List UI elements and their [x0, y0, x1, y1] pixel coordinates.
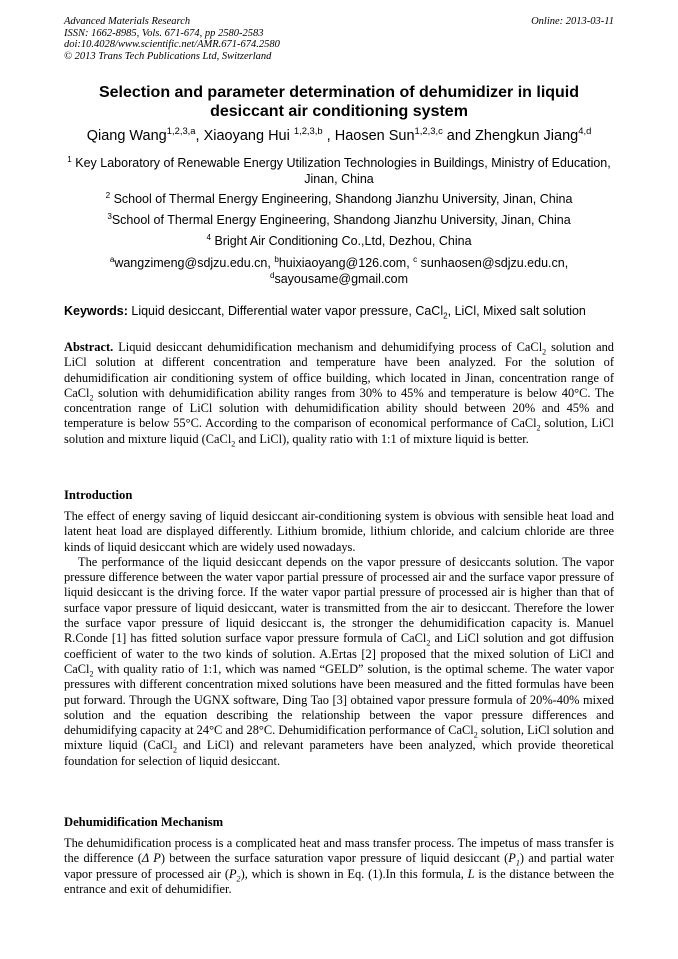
paragraph-text: ) and partial water vapor pressure of processed air (: [64, 851, 614, 881]
email-list: [60, 256, 618, 287]
abstract-label: Abstract.: [64, 340, 114, 354]
affiliation-text: School of Thermal Energy Engineering, Shandong Jianzhu University, Jinan, China: [111, 213, 571, 227]
doi-line: doi:10.4028/www.scientific.net/AMR.671-674.2580: [64, 39, 280, 50]
abstract-text: solution and LiCl solution at different concentration and temperature have been analyzed. For the solution of dehumidification air conditioning system of office building, which located in Jinan, concentration range of CaCl: [64, 340, 614, 400]
author-name: Haosen Sun: [334, 128, 415, 144]
subscript: 2: [236, 874, 241, 884]
subscript: 2: [443, 311, 448, 321]
math-symbol: L: [467, 866, 475, 881]
paragraph-text: and LiCl) and relevant parameters have been analyzed, which provide theoretical foundation for selection of liquid desiccant.: [64, 738, 614, 768]
email-mark: b: [274, 254, 279, 264]
author-name: Qiang Wang: [86, 128, 167, 144]
affiliation-number: 1: [67, 154, 72, 164]
journal-header: [64, 16, 280, 62]
paragraph-text: The dehumidification process is a complicated heat and mass transfer process. The impetus of mass transfer is the difference (: [64, 836, 614, 866]
paragraph-text: ), which is shown in Eq. (1).In this formula,: [240, 866, 468, 881]
affiliation-number: 2: [105, 190, 111, 200]
affiliation-2: [60, 192, 618, 208]
email-address[interactable]: sunhaosen@sdjzu.edu.cn,: [417, 256, 569, 270]
author-list: [40, 127, 638, 145]
email-address[interactable]: huixiaoyang@126.com,: [278, 256, 414, 270]
abstract-text: solution with dehumidification ability ranges from 30% to 45% and temperature is below 40°C. The concentration range of LiCl solution with dehumidification ability should between 20% and 45% and temperature is below 55°C. According to the comparison of economical performance of CaCl: [64, 385, 614, 431]
author-name: Zhengkun Jiang: [475, 128, 579, 144]
paragraph-text: The performance of the liquid desiccant depends on the vapor pressure of desiccants solution. The vapor pressure difference between the water vapor partial pressure of processed air and the surface vapor pressure of liquid desiccant is the driving force. If the water vapor partial pressure of processed air is higher than that of surface vapor pressure of liquid desiccant, water is transmitted from the air to desiccant. Therefore the lower the surface vapor pressure of liquid desiccant is, the stronger the dehumidification capacity is. Manuel R.Conde [1] has fitted solution surface vapor pressure formula of CaCl: [64, 554, 614, 646]
math-symbol: P: [508, 851, 516, 866]
subscript: 2: [89, 393, 94, 403]
affiliation-number: 4: [206, 232, 211, 242]
section-heading-mechanism: Dehumidification Mechanism: [64, 815, 224, 829]
keywords-label: Keywords:: [64, 304, 128, 318]
paragraph-text: and LiCl solution and got diffusion coefficient of water to the two kinds of solution. A.Ertas [2] proposed that the mixed solution of LiCl and CaCl: [64, 631, 615, 676]
paragraph: [64, 555, 614, 769]
subscript: 2: [231, 439, 236, 449]
abstract: [64, 340, 614, 447]
keywords: [64, 304, 624, 319]
abstract-text: solution, LiCl solution and mixture liquid (CaCl: [64, 416, 614, 446]
affiliation-4: [60, 234, 618, 250]
affiliation-1: [60, 156, 618, 187]
author-affiliation-mark: 1,2,3,a: [166, 125, 196, 137]
copyright-line: © 2013 Trans Tech Publications Ltd, Switzerland: [64, 50, 272, 62]
paragraph-text: with quality ratio of 1:1, which was named “GELD” solution, is the optimal scheme. The water vapor pressures with different concentration mixed solutions have been measured and the fitted formulas have been put forward. Through the UGNX software, Ding Tao [3] obtained vapor pressure formula of 20%-40% mixed solution and the equation describing the relationship between the vapor pressure differences and dehumidifying capacity at 24°C and 28°C. Dehumidification performance of CaCl: [64, 661, 614, 738]
keywords-text: Liquid desiccant, Differential water vapor pressure, CaCl: [127, 304, 444, 318]
affiliation-text: Key Laboratory of Renewable Energy Utilization Technologies in Buildings, Ministry of Education,: [71, 156, 611, 170]
subscript: 1: [515, 858, 520, 868]
math-symbol: P: [228, 866, 237, 881]
email-mark: c: [413, 254, 418, 264]
affiliation-text: School of Thermal Energy Engineering, Shandong Jianzhu University, Jinan, China: [110, 192, 573, 206]
issn-line: ISSN: 1662-8985, Vols. 671-674, pp 2580-2583: [64, 27, 264, 39]
email-mark: d: [269, 270, 275, 280]
mechanism-body: [64, 836, 614, 897]
paragraph-text: is the distance between the entrance and exit of dehumidifier.: [64, 866, 615, 896]
author-affiliation-mark: 1,2,3,b: [293, 125, 323, 137]
paragraph-text: solution, LiCl solution and mixture liquid (CaCl: [64, 723, 614, 753]
math-symbol: Δ P: [141, 851, 161, 866]
subscript: 2: [173, 745, 178, 755]
paper-title: [40, 83, 638, 121]
author-separator: ,: [195, 128, 204, 144]
affiliation-text: Jinan, China: [304, 171, 374, 186]
section-heading-introduction: Introduction: [64, 488, 133, 502]
introduction-body: [64, 509, 614, 769]
journal-name: Advanced Materials Research: [64, 16, 191, 27]
subscript: 2: [89, 669, 94, 679]
paragraph: The effect of energy saving of liquid desiccant air-conditioning system is obvious with sensible heat load and latent heat load are displayed differently. Lithium bromide, lithium chloride, and calcium chloride are three kinds of liquid desiccant which are widely used nowadays.: [64, 509, 614, 554]
affiliation-number: 3: [107, 211, 112, 221]
title-line-2: desiccant air conditioning system: [210, 103, 468, 120]
author-affiliation-mark: 4,d: [578, 125, 592, 137]
subscript: 2: [473, 730, 478, 740]
email-address[interactable]: wangzimeng@sdjzu.edu.cn,: [114, 256, 275, 270]
email-address[interactable]: sayousame@gmail.com: [274, 271, 409, 286]
subscript: 2: [536, 423, 541, 433]
online-date: Online: 2013-03-11: [531, 16, 614, 27]
author-separator: ,: [322, 128, 335, 144]
email-mark: a: [109, 254, 115, 264]
author-name: Xiaoyang Hui: [203, 128, 294, 144]
author-affiliation-mark: 1,2,3,c: [414, 125, 443, 137]
affiliation-text: Bright Air Conditioning Co.,Ltd, Dezhou, China: [210, 234, 472, 248]
subscript: 2: [542, 347, 547, 357]
abstract-text: Liquid desiccant dehumidification mechanism and dehumidifying process of CaCl: [113, 340, 543, 354]
keywords-text: , LiCl, Mixed salt solution: [447, 304, 586, 318]
affiliation-3: [60, 213, 618, 229]
subscript: 2: [426, 638, 431, 648]
title-line-1: Selection and parameter determination of dehumidizer in liquid: [98, 84, 580, 101]
paragraph-text: ) between the surface saturation vapor pressure of liquid desiccant (: [160, 851, 509, 866]
author-separator: and: [442, 128, 476, 144]
abstract-text: and LiCl), quality ratio with 1:1 of mixture liquid is better.: [235, 431, 529, 446]
